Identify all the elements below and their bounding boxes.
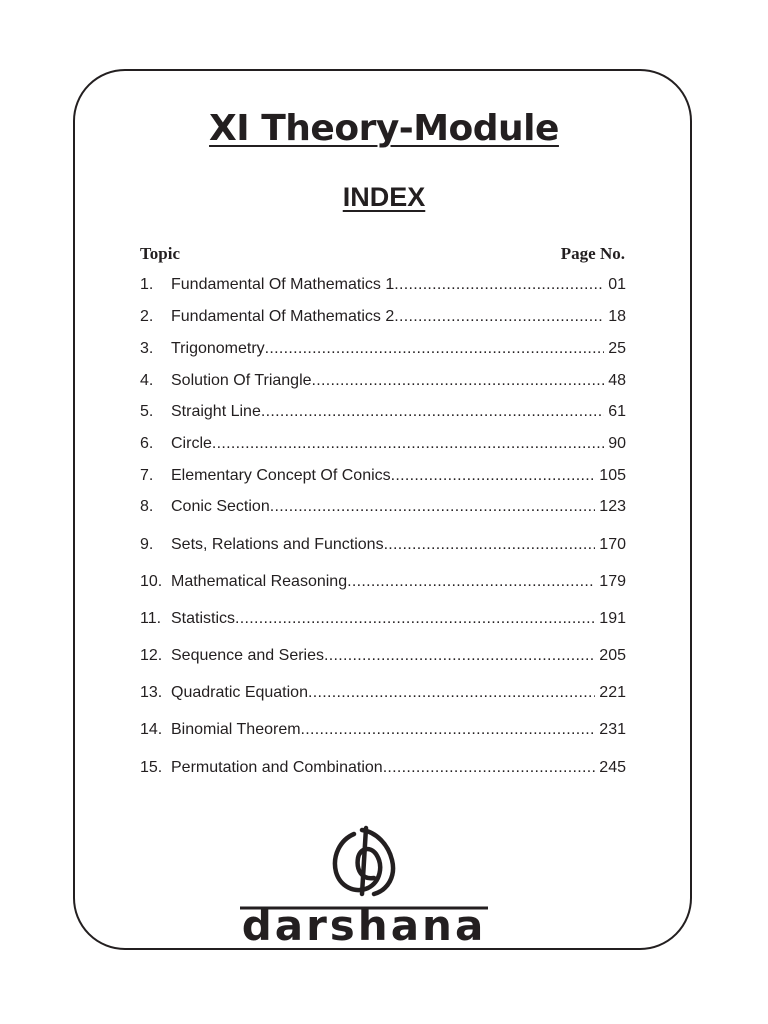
index-row (140, 536, 626, 560)
row-topic: Conic Section (171, 498, 270, 515)
row-topic: Elementary Concept Of Conics (171, 467, 391, 484)
dot-leader (301, 721, 596, 739)
row-number: 11. (140, 610, 162, 627)
row-number: 4. (140, 372, 154, 389)
index-row (140, 573, 626, 597)
row-number: 8. (140, 498, 154, 515)
row-number: 3. (140, 340, 154, 357)
index-row (140, 684, 626, 708)
row-topic: Trigonometry (171, 340, 265, 357)
index-row (140, 308, 626, 332)
index-row (140, 435, 626, 459)
dot-leader (261, 403, 604, 421)
column-header-topic: Topic (140, 244, 181, 263)
row-number: 5. (140, 403, 154, 420)
dot-leader (270, 498, 596, 516)
dot-leader (394, 308, 604, 326)
logo-wordmark: darshana (241, 901, 487, 948)
row-number: 9. (140, 536, 154, 553)
row-number: 12. (140, 647, 163, 664)
row-page: 221 (599, 684, 626, 701)
row-page: 170 (599, 536, 626, 553)
dot-leader (347, 573, 595, 591)
row-number: 7. (140, 467, 154, 484)
dot-leader (265, 340, 605, 358)
row-topic: Statistics (171, 610, 236, 627)
index-row (140, 403, 626, 427)
row-number: 13. (140, 684, 163, 701)
row-page: 205 (599, 647, 626, 664)
darshana-logo (236, 822, 492, 948)
row-number: 15. (140, 759, 163, 776)
index-row (140, 467, 626, 491)
row-page: 90 (608, 435, 626, 452)
index-row (140, 721, 626, 745)
index-heading-text: INDEX (342, 182, 426, 212)
index-row (140, 276, 626, 300)
row-topic: Solution Of Triangle (171, 372, 312, 389)
row-topic: Circle (171, 435, 212, 452)
row-number: 14. (140, 721, 163, 738)
row-topic: Mathematical Reasoning (171, 573, 348, 590)
row-page: 105 (599, 467, 626, 484)
row-number: 10. (140, 573, 163, 590)
dot-leader (383, 759, 596, 777)
row-topic: Sets, Relations and Functions (171, 536, 384, 553)
dot-leader (324, 647, 595, 665)
row-page: 01 (608, 276, 626, 293)
row-topic: Permutation and Combination (171, 759, 383, 776)
dot-leader (384, 536, 596, 554)
dot-leader (394, 276, 604, 294)
index-row (140, 340, 626, 364)
row-page: 61 (608, 403, 626, 420)
row-number: 6. (140, 435, 154, 452)
row-page: 179 (599, 573, 626, 590)
dot-leader (312, 372, 605, 390)
darshana-emblem-icon (335, 828, 393, 894)
index-row (140, 498, 626, 522)
row-topic: Sequence and Series (171, 647, 324, 664)
dot-leader (391, 467, 596, 485)
index-row (140, 372, 626, 396)
column-header-page: Page No. (560, 244, 625, 263)
row-topic: Quadratic Equation (171, 684, 308, 701)
row-number: 1. (140, 276, 154, 293)
row-page: 191 (599, 610, 626, 627)
row-page: 18 (608, 308, 626, 325)
row-topic: Binomial Theorem (171, 721, 301, 738)
row-topic: Fundamental Of Mathematics 2 (171, 308, 395, 325)
index-row (140, 759, 626, 783)
page-title-text: XI Theory-Module (209, 108, 559, 149)
index-row (140, 647, 626, 671)
dot-leader (212, 435, 604, 453)
row-page: 123 (599, 498, 626, 515)
page-title (0, 108, 768, 149)
dot-leader (308, 684, 595, 702)
row-page: 245 (599, 759, 626, 776)
row-number: 2. (140, 308, 154, 325)
index-heading (0, 182, 768, 213)
row-topic: Fundamental Of Mathematics 1 (171, 276, 395, 293)
row-page: 231 (599, 721, 626, 738)
dot-leader (235, 610, 595, 628)
row-topic: Straight Line (171, 403, 261, 420)
row-page: 48 (608, 372, 626, 389)
index-row (140, 610, 626, 634)
row-page: 25 (608, 340, 626, 357)
